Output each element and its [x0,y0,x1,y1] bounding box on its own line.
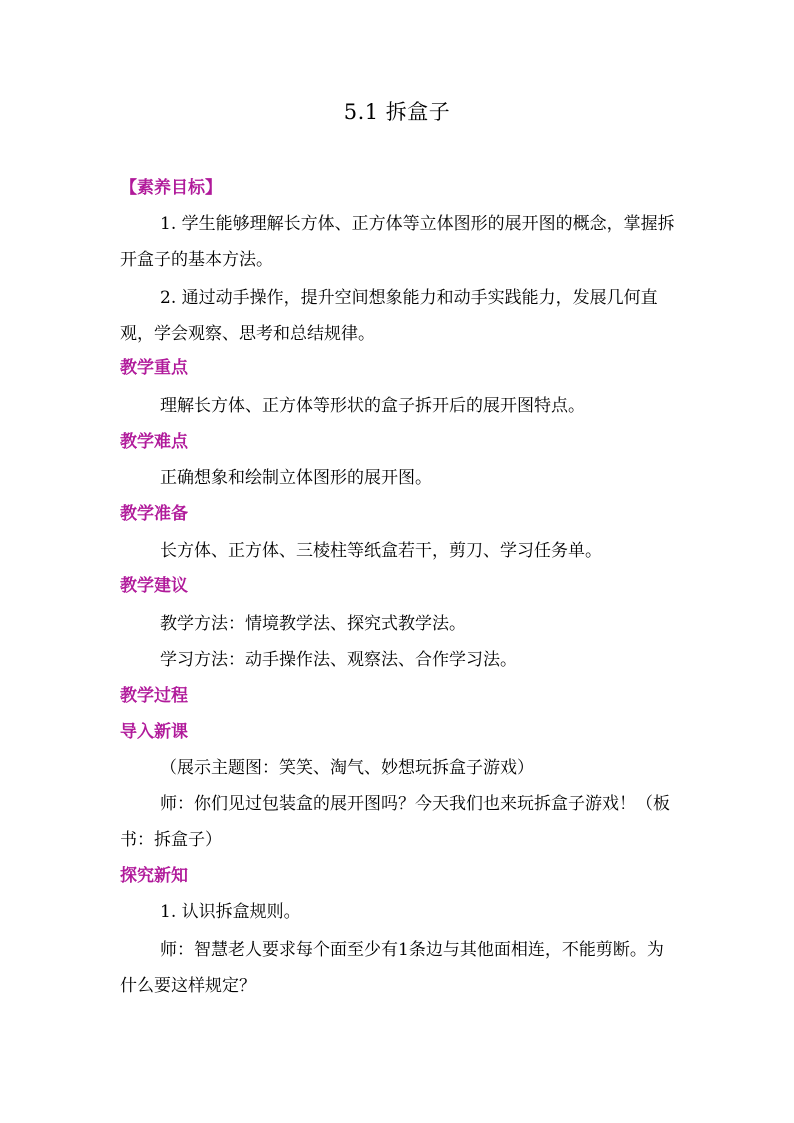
process-heading: 教学过程 [120,686,188,706]
key-points-heading: 教学重点 [120,358,188,378]
goals-heading: 【素养目标】 [120,178,222,198]
page-title: 5.1 拆盒子 [343,100,451,124]
difficulties-text: 正确想象和绘制立体图形的展开图。 [160,468,432,488]
key-points-text: 理解长方体、正方体等形状的盒子拆开后的展开图特点。 [160,396,585,416]
goals-item-1-text: 1. 学生能够理解长方体、正方体等立体图形的展开图的概念，掌握拆开盒子的基本方法。 [120,214,675,270]
teaching-method-text: 教学方法：情境教学法、探究式教学法。 [160,614,466,634]
preparation-text: 长方体、正方体、三棱柱等纸盒若干，剪刀、学习任务单。 [160,541,602,561]
intro-paragraph [120,786,680,858]
suggestions-heading: 教学建议 [120,576,188,596]
difficulties-heading: 教学难点 [120,432,188,452]
explore-heading: 探究新知 [120,866,188,886]
intro-heading: 导入新课 [120,722,188,742]
intro-line: （展示主题图：笑笑、淘气、妙想玩拆盒子游戏） [160,758,534,778]
goals-item-1 [120,206,680,278]
explore-paragraph [120,932,680,1004]
intro-paragraph-text: 师：你们见过包装盒的展开图吗？今天我们也来玩拆盒子游戏！（板书：拆盒子） [120,794,670,850]
explore-paragraph-text: 师：智慧老人要求每个面至少有1条边与其他面相连，不能剪断。为什么要这样规定？ [120,940,664,996]
explore-line: 1. 认识拆盒规则。 [160,902,301,922]
preparation-heading: 教学准备 [120,504,188,524]
goals-item-2-text: 2. 通过动手操作，提升空间想象能力和动手实践能力，发展几何直观，学会观察、思考和总结规律。 [120,288,658,344]
goals-item-2 [120,280,680,352]
learning-method-text: 学习方法：动手操作法、观察法、合作学习法。 [160,650,517,670]
